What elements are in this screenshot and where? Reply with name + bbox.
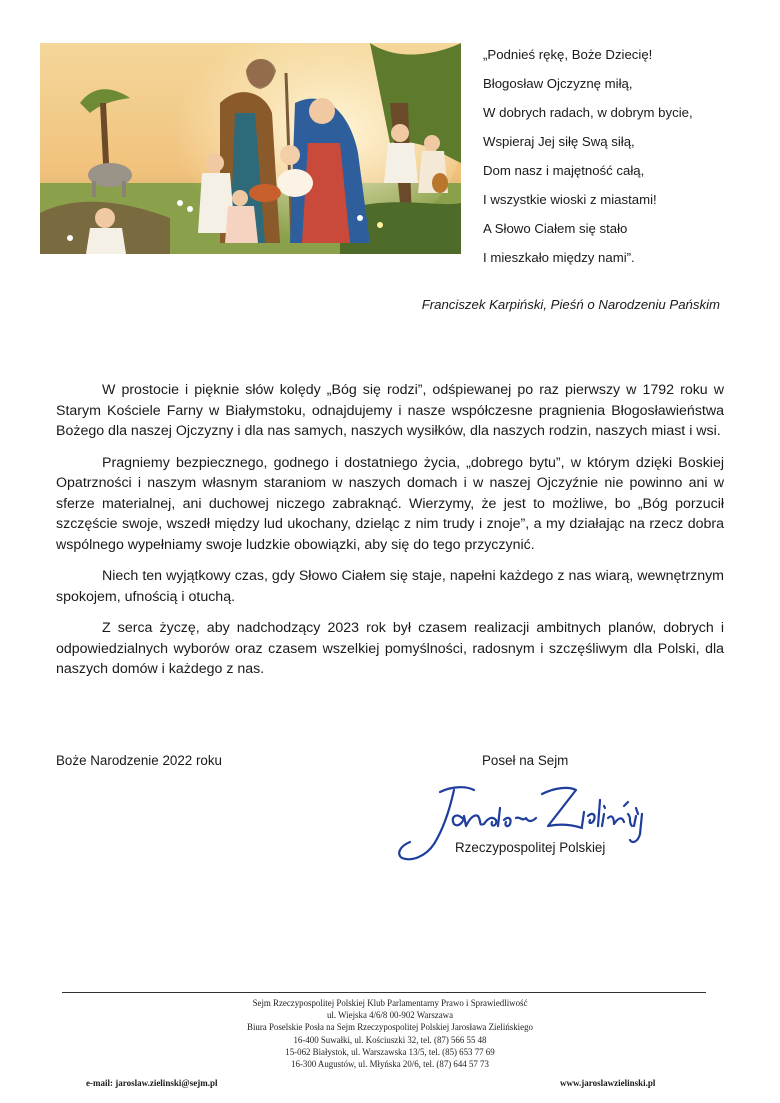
nativity-illustration bbox=[40, 43, 461, 254]
poem-line: I wszystkie wioski z miastami! bbox=[483, 192, 657, 207]
footer-line: 16-300 Augustów, ul. Młyńska 20/6, tel. (87) 644 57 73 bbox=[291, 1059, 489, 1070]
poem-line: A Słowo Ciałem się stało bbox=[483, 221, 628, 236]
poem-line: I mieszkało między nami”. bbox=[483, 250, 635, 265]
body-paragraph: W prostocie i pięknie słów kolędy „Bóg się rodzi”, odśpiewanej po raz pierwszy w 1792 roku w Starym Kościele Farny w Białymstoku, odnajdujemy i nasze współczesne pragnienia Błogosławieństwa Bożego dla naszej Ojczyzny i dla nas samych, naszych wysiłków, dla naszych rodzin, naszych miast i wsi. bbox=[56, 382, 724, 439]
handwritten-signature bbox=[392, 778, 662, 870]
poem-line: W dobrych radach, w dobrym bycie, bbox=[483, 105, 693, 120]
body-paragraph: Niech ten wyjątkowy czas, gdy Słowo Ciałem się staje, napełni każdego z nas wiarą, wewnętrznym spokojem, ufnością i otuchą. bbox=[56, 568, 724, 605]
letter-date: Boże Narodzenie 2022 roku bbox=[56, 753, 223, 768]
footer-website: www.jaroslawzielinski.pl bbox=[560, 1078, 656, 1088]
letter-body bbox=[56, 380, 724, 691]
footer-line: ul. Wiejska 4/6/8 00-902 Warszawa bbox=[326, 1010, 454, 1021]
signatory-role-line2: Rzeczypospolitej Polskiej bbox=[455, 840, 606, 855]
footer-line: 15-062 Białystok, ul. Warszawska 13/5, tel. (85) 653 77 69 bbox=[285, 1046, 495, 1057]
body-paragraph: Pragniemy bezpiecznego, godnego i dostatniego życia, „dobrego bytu”, w którym dzięki Boskiej Opatrzności i naszym własnym staraniom w naszych domach i w naszej Ojczyźnie nie powinno ani w sferze materialnej, ani duchowej niczego zabraknąć. Wierzymy, że jest to możliwe, bo „Bóg porzucił szczęście swoje, wszedł między lud ukochany, dzieląc z nim trudy i znoje”, a my działając na rzecz dobra wspólnego wypełniamy swoje ludzkie obowiązki, aby się do tego przyczynić. bbox=[56, 454, 724, 553]
body-paragraph: Z serca życzę, aby nadchodzący 2023 rok był czasem realizacji ambitnych planów, dobrych i odpowiedzialnych wyborów oraz czasem wszelkiej pomyślności, radosnym i szczęśliwym dla Polski, dla naszych domów i każdego z nas. bbox=[56, 620, 724, 677]
footer-line: Sejm Rzeczypospolitej Polskiej Klub Parlamentarny Prawo i Sprawiedliwość bbox=[252, 998, 528, 1008]
poem bbox=[483, 40, 773, 272]
footer-divider bbox=[62, 992, 706, 993]
poem-line: Błogosław Ojczyznę miłą, bbox=[483, 76, 633, 91]
footer-address-block bbox=[100, 997, 680, 1070]
poem-line: „Podnieś rękę, Boże Dziecię! bbox=[483, 47, 653, 62]
poem-attribution: Franciszek Karpiński, Pieśń o Narodzeniu Pańskim bbox=[421, 297, 720, 312]
footer-line: 16-400 Suwałki, ul. Kościuszki 32, tel. (87) 566 55 48 bbox=[293, 1034, 487, 1045]
poem-line: Wspieraj Jej siłę Swą siłą, bbox=[483, 134, 635, 149]
footer-email: e-mail: jaroslaw.zielinski@sejm.pl bbox=[86, 1078, 218, 1088]
poem-line: Dom nasz i majętność całą, bbox=[483, 163, 645, 178]
signatory-role-line1: Poseł na Sejm bbox=[482, 753, 569, 768]
footer-line: Biura Poselskie Posła na Sejm Rzeczypospolitej Polskiej Jarosława Zielińskiego bbox=[247, 1022, 533, 1033]
